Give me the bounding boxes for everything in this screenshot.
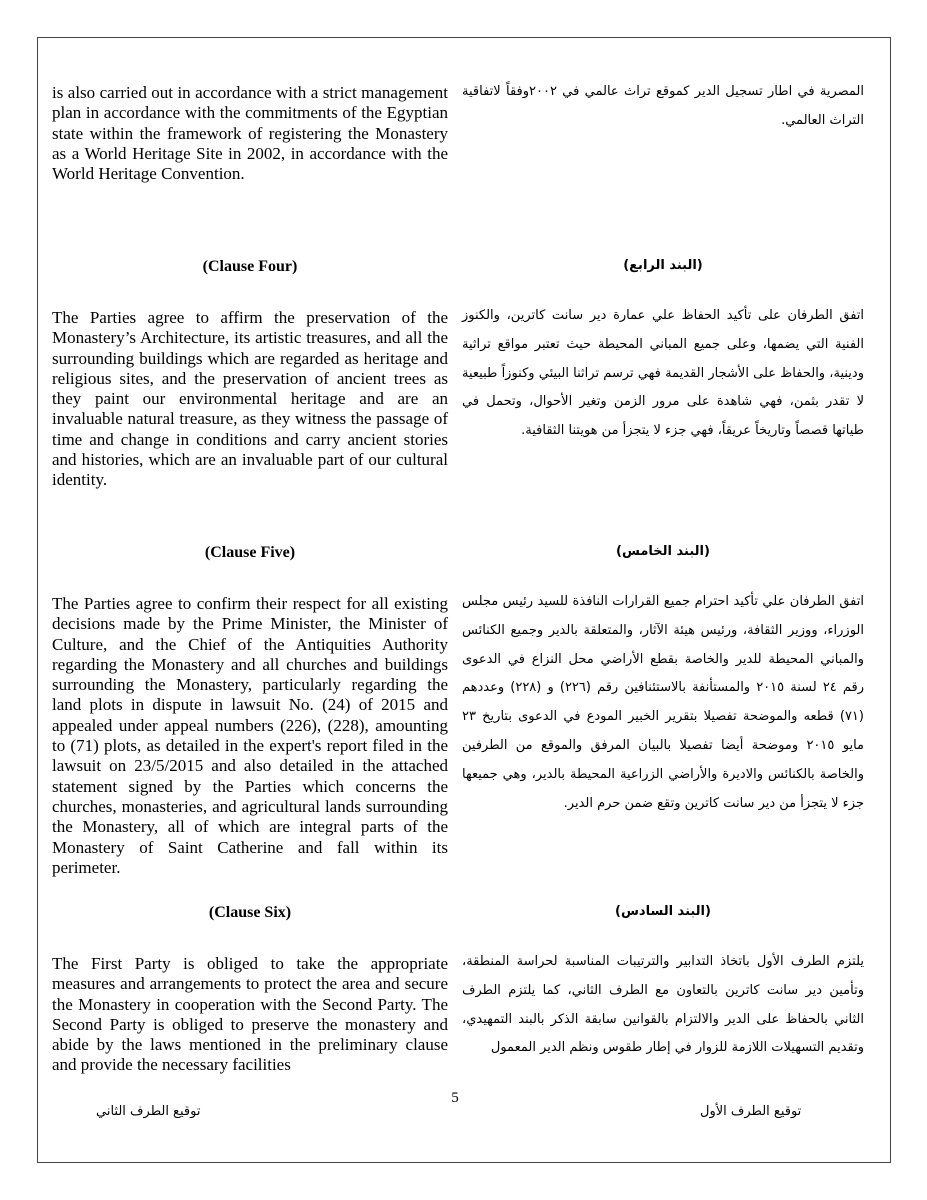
clause-five-text-ar: اتفق الطرفان علي تأكيد احترام جميع القرارات النافذة للسيد رئيس مجلس الوزراء، ووزير الثقافة، ورئيس هيئة الآثار، والمتعلقة بالدير وجميع الكنائس والمباني المحيطة للدير والخاصة بقطع الأراضي محل النزاع في الدعوى رقم ٢٤ لسنة ٢٠١٥ والمستأنفة بالاستئنافين رقم (٢٢٦) و (٢٢٨) وعددهم (٧١) قطعه والموضحة تفصيلا بتقرير الخبير المودع في الدعوى بتاريخ ٢٣ مايو ٢٠١٥ وموضحة أيضا تفصيلا بالبيان المرفق والموقع من الطرفين والخاصة بالكنائس والاديرة والأراضي الزراعية المحيطة بالدير، وهي جميعها جزء لا يتجزأ من دير سانت كاترين وتقع ضمن حرم الدير. xyxy=(462,594,865,811)
intro-text-ar: المصرية في اطار تسجيل الدير كموقع تراث عالمي في ٢٠٠٢وفقاً لاتفاقية التراث العالمي. xyxy=(462,84,864,128)
clause-six-heading-ar: (البند السادس) xyxy=(615,904,711,919)
intro-text-en: is also carried out in accordance with a strict management plan in accordance with the commitments of the Egyptian state within the framework of registering the Monastery as a World Heritage Site in 2002, in accordance with the World Heritage Convention. xyxy=(52,83,448,184)
clause-five-heading-en: (Clause Five) xyxy=(204,544,296,561)
signature-first-party: توقيع الطرف الأول xyxy=(700,1104,802,1119)
clause-five-heading-ar: (البند الخامس) xyxy=(616,544,710,559)
clause-four-text-ar: اتفق الطرفان على تأكيد الحفاظ علي عمارة دير سانت كاترين، والكنوز الفنية التي يضمها، وعلى جميع المباني المحيطة حيث تعتبر مواقع تراثية ودينية، والحفاظ على الأشجار القديمة فهي ترسم تراثنا البيئي وكنوزاً طبيعية لا تقدر بثمن، فهي شاهدة على مرور الزمن وتغير الأحوال، وتحمل في طياتها قصصاً وتاريخاً عريقاً، فهي جزء لا يتجزأ من هويتنا الثقافية. xyxy=(462,308,864,439)
clause-four-text-en: The Parties agree to affirm the preservation of the Monastery’s Architecture, its artistic treasures, and all the surrounding buildings which are regarded as heritage and religious sites, and the preservation of ancient trees as they paint our environmental heritage and are an invaluable natural treasure, as they witness the passage of time and change in conditions and carry ancient stories and histories, which are an invaluable part of our cultural identity. xyxy=(52,308,448,490)
page-number: 5 xyxy=(451,1090,459,1106)
clause-five-text-en: The Parties agree to confirm their respect for all existing decisions made by the Prime Minister, the Minister of Culture, and the Chief of the Antiquities Authority regarding the Monastery and all churches and buildings surrounding the Monastery, particularly regarding the land plots in dispute in lawsuit No. (24) of 2015 and appealed under appeal numbers (226), (228), amounting to (71) plots, as detailed in the expert's report filed in the lawsuit on 23/5/2015 and also detailed in the attached statement signed by the Parties which concerns the churches, monasteries, and agricultural lands surrounding the Monastery, all of which are integral parts of the Monastery of Saint Catherine and fall within its perimeter. xyxy=(52,594,448,877)
clause-four-heading-en: (Clause Four) xyxy=(202,258,298,275)
clause-four-heading-ar: (البند الرابع) xyxy=(623,258,703,273)
clause-six-text-en: The First Party is obliged to take the appropriate measures and arrangements to protect the area and secure the Monastery in cooperation with the Second Party. The Second Party is obliged to preserve the monastery and abide by the laws mentioned in the preliminary clause and provide the necessary facilities xyxy=(52,954,448,1075)
signature-second-party: توقيع الطرف الثاني xyxy=(96,1104,201,1119)
clause-six-text-ar: يلتزم الطرف الأول باتخاذ التدابير والترتيبات المناسبة لحراسة المنطقة، وتأمين دير سانت كاترين بالتعاون مع الطرف الثاني، كما يلتزم الطرف الثاني بالحفاظ على الدير والالتزام بالقوانين سابقة الذكر بالبند التمهيدي، وتقديم التسهيلات اللازمة للزوار في إطار طقوس ونظم الدير المعمول xyxy=(462,954,864,1056)
clause-six-heading-en: (Clause Six) xyxy=(208,904,292,921)
